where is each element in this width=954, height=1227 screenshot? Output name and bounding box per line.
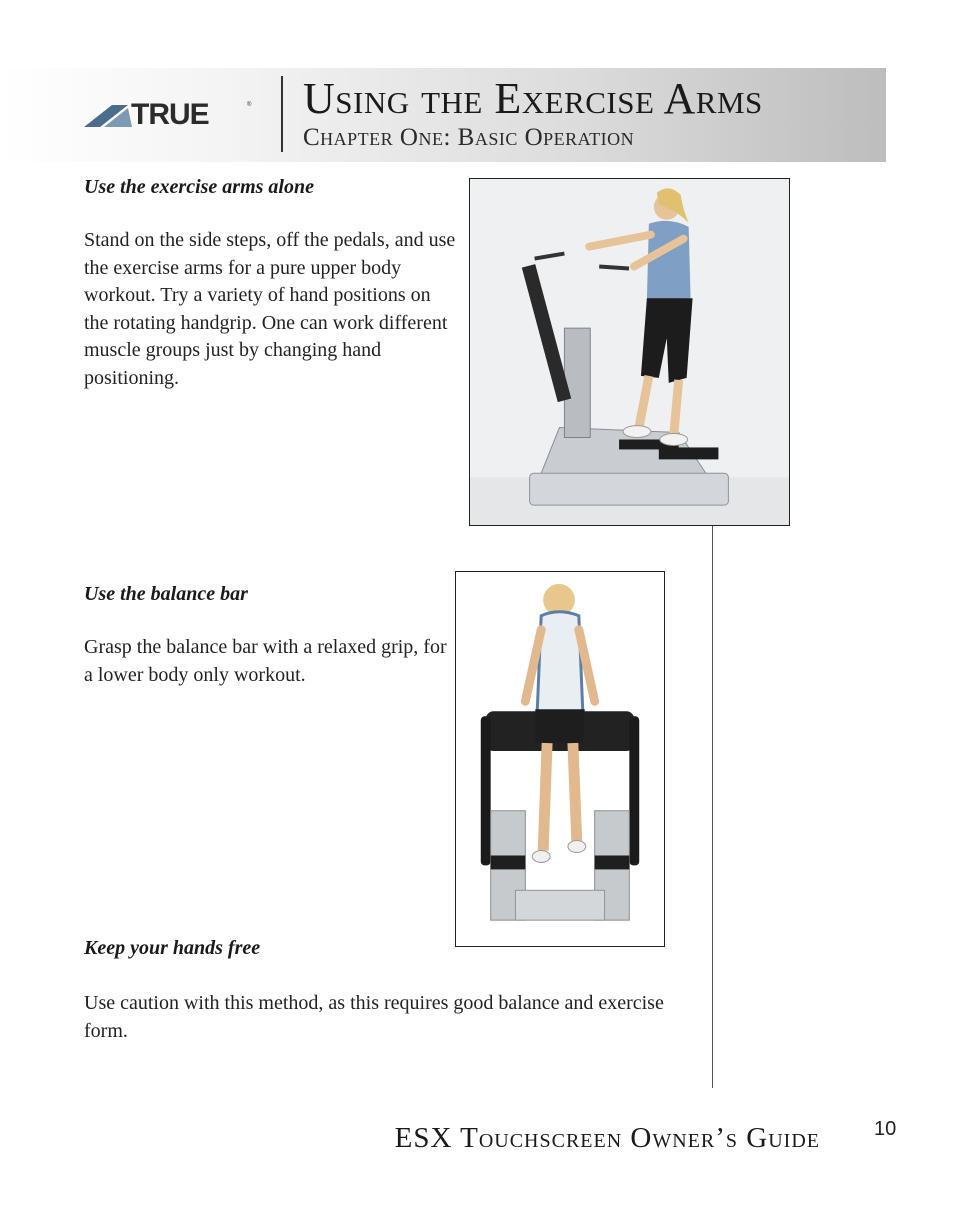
footer-guide-title: ESX Touchscreen Owner’s Guide [394,1122,820,1154]
section-heading-exercise-arms: Use the exercise arms alone [84,176,314,198]
true-logo-text: TRUE [131,98,209,131]
section-body-hands-free: Use caution with this method, as this requires good balance and exercise form. [84,992,664,1042]
photo-illustration-balance [456,572,664,946]
section-heading-balance-bar: Use the balance bar [84,583,248,605]
chapter-subtitle: Chapter One: Basic Operation [303,124,635,151]
section-body-balance-bar: Grasp the balance bar with a relaxed grip, for a lower body only workout. [84,636,447,686]
photo-balance-bar [455,571,665,947]
page-title: Using the Exercise Arms [303,74,763,123]
photo-illustration-arms [470,179,789,525]
header-divider [281,76,283,152]
photo-exercise-arms-alone [469,178,790,526]
page-number: 10 [874,1118,897,1140]
section-body-exercise-arms: Stand on the side steps, off the pedals, and use the exercise arms for a pure upper body workout. Try a variety of hand positions on the rotating handgrip. One can work different muscle groups just by changing hand positioning. [84,229,456,389]
margin-rule [712,526,713,1088]
trademark-mark: ® [247,102,252,108]
section-heading-hands-free: Keep your hands free [84,937,261,959]
